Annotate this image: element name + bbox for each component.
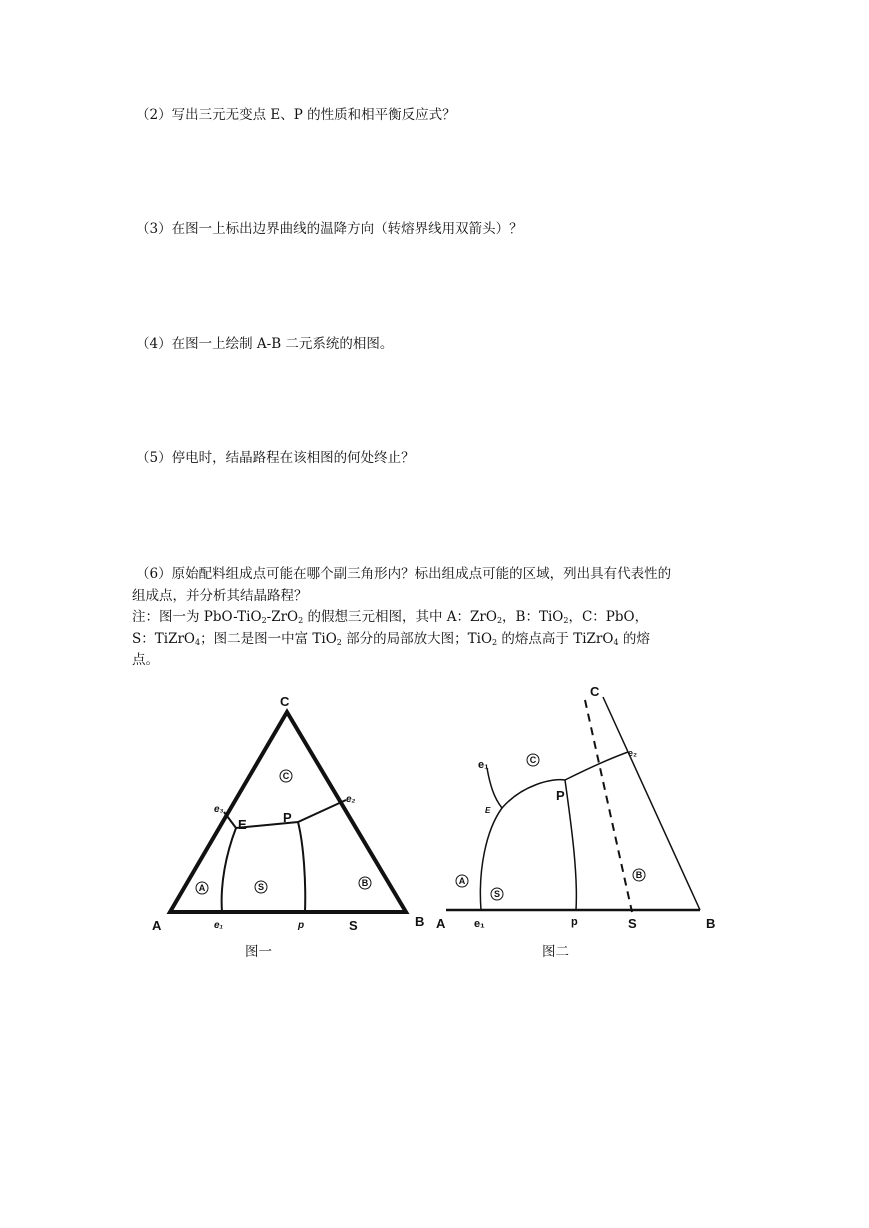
fig1-label-e1: e₁ bbox=[214, 920, 224, 931]
fig1-boundary-e-e1 bbox=[222, 828, 236, 912]
fig2-label-p: p bbox=[571, 916, 578, 928]
fig2-label-E: E bbox=[485, 806, 491, 815]
fig1-region-S: S bbox=[257, 882, 265, 892]
fig2-label-P: P bbox=[556, 788, 565, 803]
fig2-region-C: C bbox=[529, 755, 537, 765]
fig2-label-C: C bbox=[590, 684, 600, 699]
fig2-dashed-join bbox=[585, 700, 632, 912]
fig2-region-A: A bbox=[458, 876, 466, 886]
fig2-region-S: S bbox=[493, 889, 501, 899]
fig2-side-line bbox=[603, 697, 700, 910]
figure-2-caption: 图二 bbox=[542, 944, 569, 960]
question-4: （4）在图一上绘制 A-B 二元系统的相图。 bbox=[136, 336, 394, 352]
fig1-label-P: P bbox=[283, 810, 292, 825]
fig1-label-e2: e₂ bbox=[346, 794, 356, 805]
figure-2-phase-diagram bbox=[432, 680, 727, 935]
question-5: （5）停电时，结晶路程在该相图的何处终止？ bbox=[136, 450, 415, 466]
note-line-1: 注：图一为 PbO-TiO$_2$-ZrO$_2$ 的假想三元相图，其中 A：ZrO$_2$，B：TiO$_2$，C：PbO， bbox=[132, 609, 649, 625]
note-line-2: S：TiZrO$_4$；图二是图一中富 TiO$_2$ 部分的局部放大图；TiO$_2$ 的熔点高于 TiZrO$_4$ 的熔 bbox=[132, 630, 650, 647]
question-6-block bbox=[132, 564, 752, 672]
question-6-line-1: （6）原始配料组成点可能在哪个副三角形内？标出组成点可能的区域，列出具有代表性的 bbox=[136, 566, 672, 582]
fig2-label-e1-top: e₁ bbox=[478, 759, 489, 771]
fig1-label-A: A bbox=[152, 918, 162, 933]
note-line-3: 点。 bbox=[132, 652, 159, 668]
fig2-boundary-e1top-e bbox=[487, 768, 502, 808]
fig1-label-B: B bbox=[415, 914, 425, 929]
fig2-label-e1: e₁ bbox=[474, 918, 485, 930]
question-6-line-2: 组成点，并分析其结晶路程？ bbox=[132, 587, 308, 604]
fig1-label-e3: e₃ bbox=[214, 804, 224, 815]
fig2-boundary-p-p bbox=[565, 780, 576, 910]
fig2-region-B: B bbox=[635, 870, 643, 880]
fig2-label-e2: e₂ bbox=[628, 748, 638, 758]
fig2-label-B: B bbox=[706, 916, 716, 931]
fig1-label-C: C bbox=[280, 694, 290, 709]
figure-1-caption: 图一 bbox=[245, 944, 272, 960]
figure-1-phase-diagram bbox=[150, 684, 430, 934]
question-3: （3）在图一上标出边界曲线的温降方向（转熔界线用双箭头）？ bbox=[136, 221, 523, 237]
fig1-region-C: C bbox=[282, 771, 290, 781]
fig2-label-S: S bbox=[628, 916, 637, 931]
fig1-label-p: p bbox=[298, 920, 305, 931]
fig1-label-E: E bbox=[238, 817, 247, 832]
fig1-region-B: B bbox=[361, 878, 369, 888]
fig1-boundary-p-p bbox=[298, 822, 305, 912]
question-2: （2）写出三元无变点 E、P 的性质和相平衡反应式？ bbox=[136, 107, 456, 123]
fig1-region-A: A bbox=[198, 883, 206, 893]
fig1-label-S: S bbox=[349, 918, 358, 933]
fig2-label-A: A bbox=[436, 916, 446, 931]
